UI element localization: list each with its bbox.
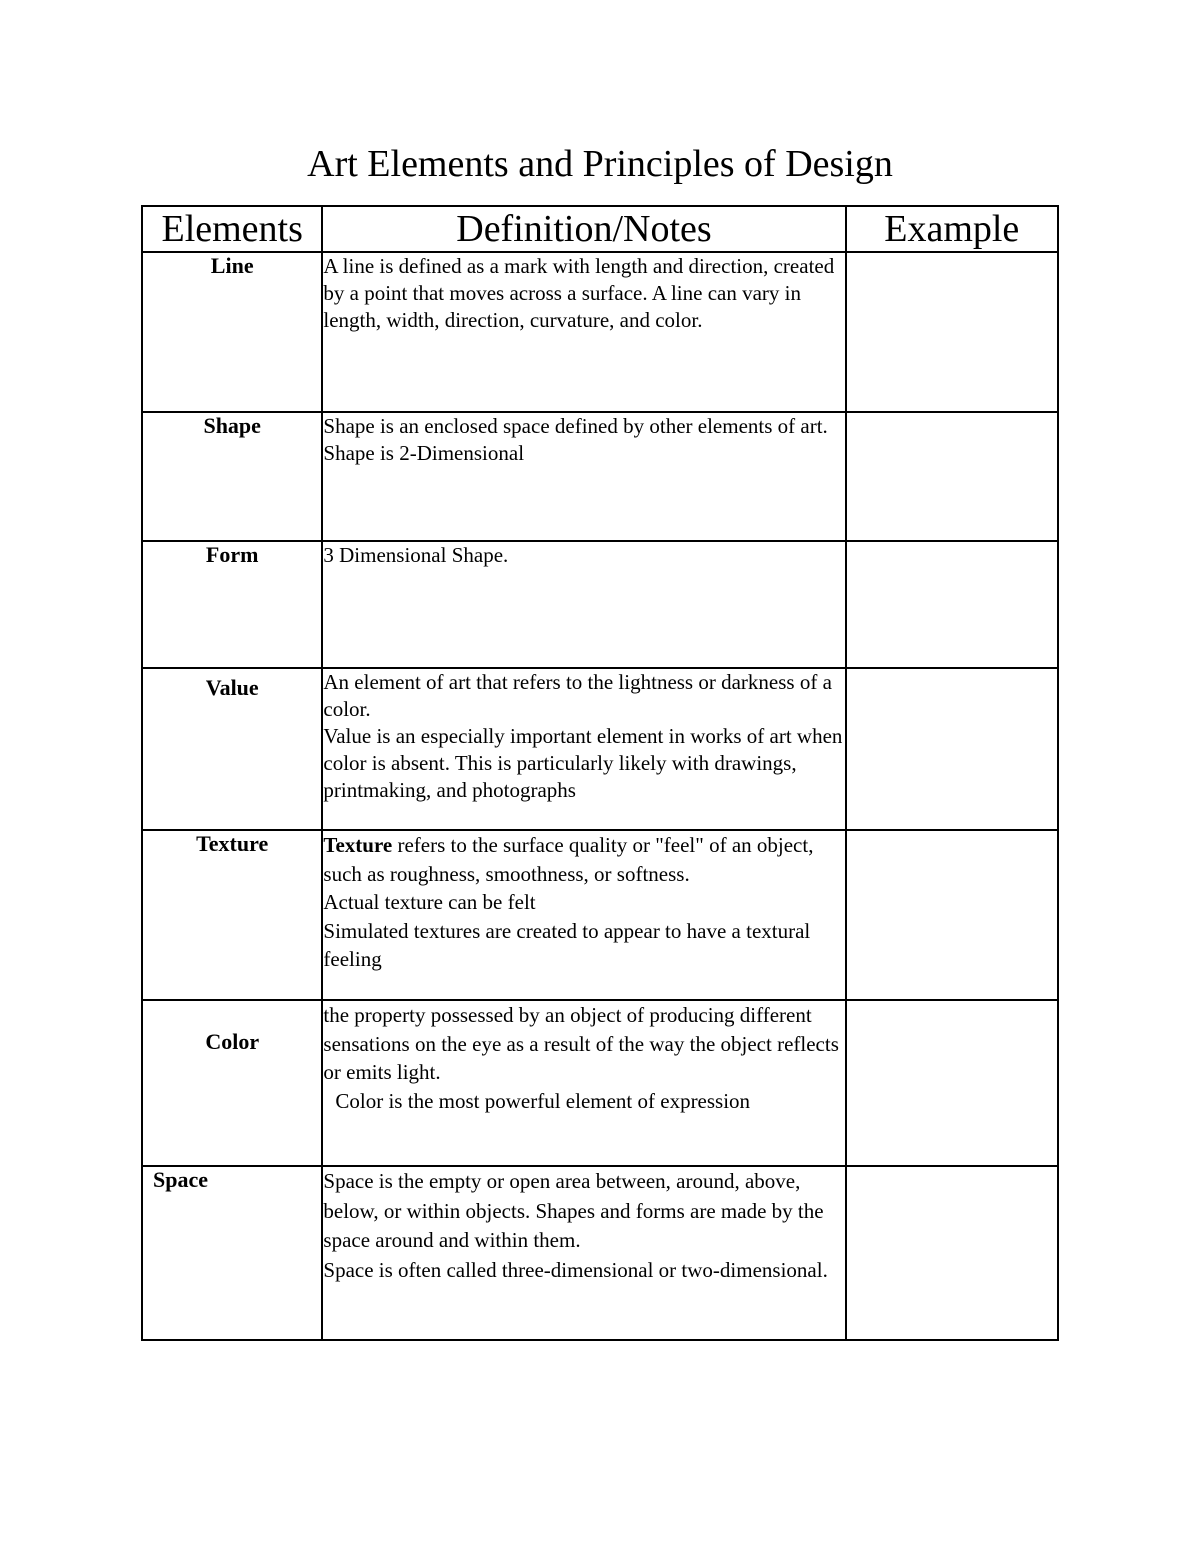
definition-text bbox=[323, 831, 844, 888]
table-header-row bbox=[142, 206, 1058, 252]
definition-text: the property possessed by an object of producing different sensations on the eye as a result of the way the object reflects or emits light. bbox=[323, 1003, 839, 1084]
table-row-line bbox=[142, 252, 1058, 412]
example-cell-color[interactable] bbox=[846, 1000, 1058, 1166]
element-name: Color bbox=[205, 1029, 260, 1054]
definition-shape bbox=[322, 412, 845, 541]
definition-line bbox=[322, 252, 845, 412]
element-form bbox=[142, 541, 322, 668]
table-row-value bbox=[142, 668, 1058, 830]
example-cell-texture[interactable] bbox=[846, 830, 1058, 1000]
elements-table bbox=[141, 205, 1059, 1341]
definition-text: A line is defined as a mark with length and direction, created by a point that moves across a surface. A line can vary in length, width, direction, curvature, and color. bbox=[323, 254, 835, 332]
table-row-space bbox=[142, 1166, 1058, 1340]
element-name: Shape bbox=[203, 413, 261, 438]
example-cell-line[interactable] bbox=[846, 252, 1058, 412]
table-row-form bbox=[142, 541, 1058, 668]
definition-text: Color is the most powerful element of expression bbox=[335, 1088, 751, 1113]
element-color bbox=[142, 1000, 322, 1166]
element-shape bbox=[142, 412, 322, 541]
header-elements: Elements bbox=[142, 206, 322, 252]
definition-value bbox=[322, 668, 845, 830]
definition-text: Value is an especially important element in works of art when color is absent. This is particularly likely with drawings, printmaking, and photographs bbox=[323, 724, 843, 802]
element-name: Space bbox=[153, 1167, 208, 1192]
definition-rest: refers to the surface quality or "feel" of an object, such as roughness, smoothness, or softness. bbox=[323, 833, 814, 886]
definition-text: Shape is an enclosed space defined by other elements of art. Shape is 2-Dimensional bbox=[323, 414, 828, 465]
definition-term: Texture bbox=[323, 833, 393, 857]
element-name: Texture bbox=[196, 831, 269, 856]
element-value bbox=[142, 668, 322, 830]
page-title: Art Elements and Principles of Design bbox=[307, 143, 893, 185]
table-row-color bbox=[142, 1000, 1058, 1166]
definition-text: Simulated textures are created to appear to have a textural feeling bbox=[323, 918, 811, 971]
element-name: Value bbox=[205, 675, 259, 700]
definition-space bbox=[322, 1166, 845, 1340]
example-cell-space[interactable] bbox=[846, 1166, 1058, 1340]
element-space bbox=[142, 1166, 322, 1340]
table-row-shape bbox=[142, 412, 1058, 541]
table-row-texture bbox=[142, 830, 1058, 1000]
definition-color bbox=[322, 1000, 845, 1166]
example-cell-value[interactable] bbox=[846, 668, 1058, 830]
definition-text: Space is often called three-dimensional or two-dimensional. bbox=[323, 1257, 828, 1282]
definition-text: 3 Dimensional Shape. bbox=[323, 543, 509, 567]
example-cell-shape[interactable] bbox=[846, 412, 1058, 541]
definition-text: Space is the empty or open area between, around, above, below, or within objects. Shapes and forms are made by the space around and within them. bbox=[323, 1169, 824, 1252]
header-example: Example bbox=[846, 206, 1058, 252]
element-name: Line bbox=[210, 253, 254, 278]
element-texture bbox=[142, 830, 322, 1000]
definition-text: Actual texture can be felt bbox=[323, 890, 536, 914]
definition-form bbox=[322, 541, 845, 668]
element-line bbox=[142, 252, 322, 412]
header-definition: Definition/Notes bbox=[322, 206, 845, 252]
definition-texture bbox=[322, 830, 845, 1000]
definition-text: An element of art that refers to the lightness or darkness of a color. bbox=[323, 670, 832, 721]
example-cell-form[interactable] bbox=[846, 541, 1058, 668]
element-name: Form bbox=[205, 542, 259, 567]
